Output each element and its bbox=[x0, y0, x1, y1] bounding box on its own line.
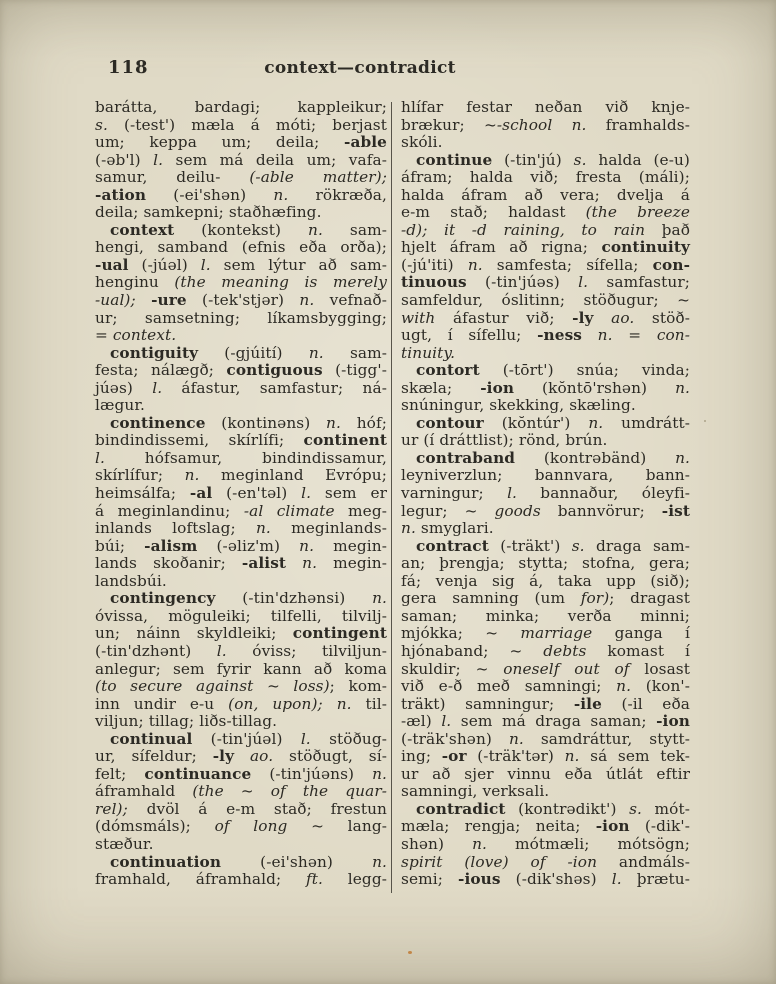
text-line: hjónaband; ~ debts komast í bbox=[401, 641, 691, 660]
text-line: = context. bbox=[95, 326, 177, 345]
text-line: contour (kŏntúr') n. umdrátt- bbox=[416, 413, 690, 432]
text-line: ing; -or (-träk'tər) n. sá sem tek- bbox=[401, 747, 690, 766]
text-line: við e-ð með samningi; n. (kon'- bbox=[401, 677, 690, 696]
text-line: brækur; ~-school n. framhalds- bbox=[401, 115, 690, 134]
text-line: landsbúi. bbox=[95, 571, 167, 590]
text-line: stæður. bbox=[95, 834, 154, 853]
text-line: -ation (-ei'shən) n. rökræða, bbox=[95, 185, 387, 204]
text-line: skírlífur; n. meginland Evrópu; bbox=[95, 466, 387, 485]
text-line: tinuous (-tin'júəs) l. samfastur; bbox=[401, 273, 690, 292]
column-divider bbox=[391, 102, 392, 893]
text-line: samfeldur, óslitinn; stöðugur; ~ bbox=[401, 291, 690, 310]
text-line: samningi, verksali. bbox=[401, 782, 550, 801]
text-line: contradict (kontrədikt') s. mót- bbox=[416, 799, 690, 818]
text-line: lands skoðanir; -alist n. megin- bbox=[95, 554, 388, 573]
text-line: leyniverzlun; bannvara, bann- bbox=[401, 466, 690, 485]
text-line: e-m stað; haldast (the breeze bbox=[401, 203, 690, 222]
text-line: anlegur; sem fyrir kann að koma bbox=[95, 659, 387, 678]
text-line: continue (-tin'jú) s. halda (e-u) bbox=[416, 150, 690, 169]
text-line: skóli. bbox=[401, 133, 443, 152]
text-line: viljun; tillag; liðs-tillag. bbox=[95, 712, 278, 731]
text-line: varningur; l. bannaður, óleyfi- bbox=[401, 484, 690, 503]
text-line: contiguity (-gjúití) n. sam- bbox=[110, 343, 387, 362]
text-line: -ual); -ure (-tek'stjər) n. vefnað- bbox=[95, 291, 388, 310]
text-line: spirit (love) of -ion andmáls- bbox=[401, 852, 690, 871]
text-line: semi; -ious (-dik'shəs) l. þrætu- bbox=[401, 870, 690, 889]
text-line: with áfastur við; -ly ao. stöð- bbox=[401, 308, 690, 327]
text-line: context (kontekst) n. sam- bbox=[110, 220, 387, 239]
text-line: mæla; rengja; neita; -ion (-dik'- bbox=[401, 817, 690, 836]
text-line: halda áfram að vera; dvelja á bbox=[401, 185, 690, 204]
text-line: fá; venja sig á, taka upp (sið); bbox=[401, 571, 690, 590]
text-line: -ual (-júəl) l. sem lýtur að sam- bbox=[95, 255, 387, 274]
text-line: contort (-tōrt') snúa; vinda; bbox=[416, 361, 690, 380]
text-line: hjelt áfram að rigna; continuity bbox=[401, 238, 690, 257]
text-line: -æl) l. sem má draga saman; -ion bbox=[401, 712, 690, 731]
text-line: deila; samkepni; staðhæfing. bbox=[95, 203, 322, 222]
text-line: s. (-test') mæla á móti; berjast bbox=[95, 115, 387, 134]
text-line: barátta, bardagi; kappleikur; bbox=[95, 98, 387, 116]
text-line: samur, deilu- (-able matter); bbox=[95, 168, 387, 187]
text-line: festa; nálægð; contiguous (-tigg'- bbox=[95, 361, 388, 380]
text-line: felt; continuance (-tin'júəns) n. bbox=[95, 764, 387, 783]
text-line: continuation (-ei'shən) n. bbox=[110, 852, 387, 871]
paper-speck bbox=[704, 420, 706, 422]
text-line: ugt, í sífellu; -ness n. = con- bbox=[401, 326, 691, 345]
text-line: tinuity. bbox=[401, 343, 456, 362]
text-line: búi; -alism (-əliz'm) n. megin- bbox=[95, 536, 387, 555]
text-line: á meginlandinu; -al climate meg- bbox=[95, 501, 387, 520]
text-line: lægur. bbox=[95, 396, 146, 415]
text-line: ur, sífeldur; -ly ao. stöðugt, sí- bbox=[95, 747, 387, 766]
text-line: inn undir e-u (on, upon); n. til- bbox=[95, 694, 388, 713]
text-line: gera samning (um for); dragast bbox=[401, 589, 690, 608]
text-line: legur; ~ goods bannvörur; -ist bbox=[401, 501, 690, 520]
text-line: un; náinn skyldleiki; contingent bbox=[95, 624, 387, 643]
text-line: hengi, samband (efnis eða orða); bbox=[95, 238, 387, 257]
text-line: snúningur, skekking, skæling. bbox=[401, 396, 636, 415]
text-line: ur að sjer vinnu eða útlát eftir bbox=[401, 764, 690, 783]
text-line: an; þrengja; stytta; stofna, gera; bbox=[401, 554, 690, 573]
text-line: ur (í dráttlist); rönd, brún. bbox=[401, 431, 608, 450]
text-line: contraband (kontrəbänd) n. bbox=[416, 448, 690, 467]
text-line: skuldir; ~ oneself out of losast bbox=[401, 659, 690, 678]
text-line: contingency (-tin'dzhənsi) n. bbox=[110, 589, 387, 608]
text-line: heimsálfa; -al (-en'təl) l. sem er bbox=[95, 484, 388, 503]
page-number: 118 bbox=[108, 57, 149, 78]
text-line: hlífar festar neðan við knje- bbox=[401, 98, 690, 116]
text-line: (-träk'shən) n. samdráttur, stytt- bbox=[401, 729, 690, 748]
text-line: -d); it -d raining, to rain það bbox=[401, 220, 690, 239]
text-line: henginu (the meaning is merely bbox=[95, 273, 387, 292]
text-line: um; keppa um; deila; -able bbox=[95, 133, 387, 152]
column-right bbox=[401, 99, 690, 889]
text-line: inlands loftslag; n. meginlands- bbox=[95, 519, 387, 538]
column-left bbox=[95, 99, 387, 889]
paper-speck bbox=[408, 951, 412, 954]
text-line: áframhald (the ~ of the quar- bbox=[95, 782, 387, 801]
text-line: (-jú'iti) n. samfesta; sífella; con- bbox=[401, 255, 691, 274]
text-line: skæla; -ion (kŏntō'rshən) n. bbox=[401, 378, 690, 397]
text-line: continence (kontinəns) n. hóf; bbox=[110, 413, 387, 432]
text-line: saman; minka; verða minni; bbox=[401, 606, 690, 625]
text-line: (-əb'l) l. sem má deila um; vafa- bbox=[95, 150, 387, 169]
text-line: mjókka; ~ marriage ganga í bbox=[401, 624, 691, 643]
text-line: shən) n. mótmæli; mótsögn; bbox=[401, 834, 690, 853]
text-line: contract (-träkt') s. draga sam- bbox=[416, 536, 690, 555]
running-head: context—contradict bbox=[264, 58, 456, 78]
text-line: óvissa, möguleiki; tilfelli, tilvilj- bbox=[95, 606, 387, 625]
text-line: (to secure against ~ loss); kom- bbox=[95, 677, 387, 696]
text-line: framhald, áframhald; ft. legg- bbox=[95, 870, 387, 889]
text-line: (-tin'dzhənt) l. óviss; tilviljun- bbox=[95, 641, 387, 660]
text-line: n. smyglari. bbox=[401, 519, 494, 538]
text-line: áfram; halda við; fresta (máli); bbox=[401, 168, 690, 187]
text-line: (dómsmáls); of long ~ lang- bbox=[95, 817, 387, 836]
text-line: rel); dvöl á e-m stað; frestun bbox=[95, 799, 387, 818]
text-line: träkt) samningur; -ile (-il eða bbox=[401, 694, 690, 713]
text-line: bindindissemi, skírlífi; continent bbox=[95, 431, 387, 450]
text-line: ur; samsetning; líkamsbygging; bbox=[95, 308, 387, 327]
text-line: l. hófsamur, bindindissamur, bbox=[95, 448, 387, 467]
text-line: júəs) l. áfastur, samfastur; ná- bbox=[95, 378, 387, 397]
text-line: continual (-tin'júəl) l. stöðug- bbox=[110, 729, 387, 748]
